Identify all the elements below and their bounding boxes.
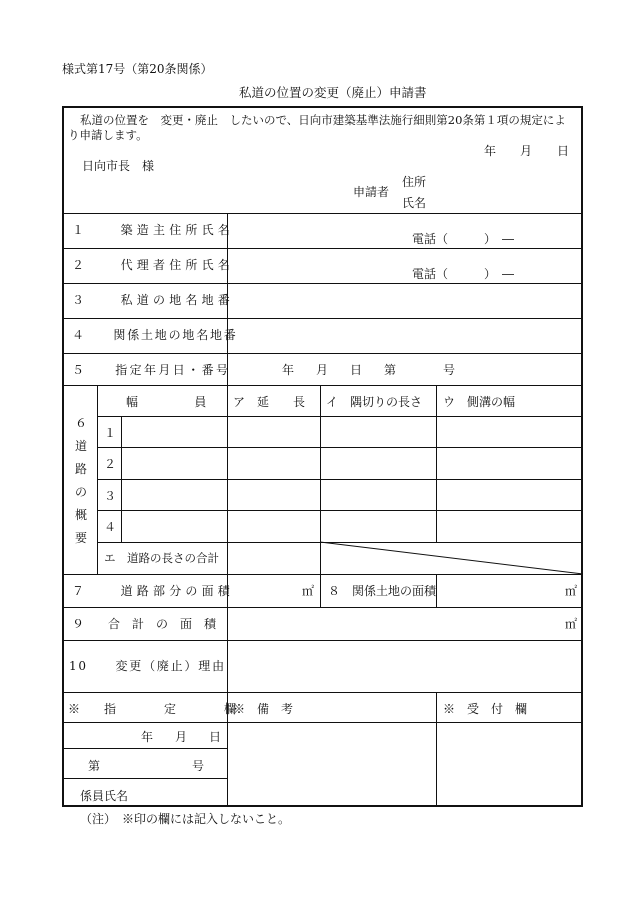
row-divider: [62, 607, 583, 608]
corner-cut-header: イ 隅切りの長さ: [326, 395, 423, 409]
road-sub-row-number: ３: [104, 489, 117, 503]
related-land-area-unit: ㎡: [565, 584, 578, 598]
road-length-total-label: エ 道路の長さの合計: [104, 551, 219, 565]
road-outline-char: 道: [75, 439, 88, 453]
footer-note: （注） ※印の欄には記入しないこと。: [80, 812, 291, 826]
row-divider: [62, 385, 583, 386]
form-title: 私道の位置の変更（廃止）申請書: [239, 85, 427, 100]
row-agent-label: ２ 代理者住所氏名: [72, 258, 235, 272]
agent-phone-label: 電話（ ） ―: [412, 267, 515, 281]
road-outline-char: 要: [75, 531, 88, 545]
designation-office-year: 年: [141, 730, 154, 744]
designation-office-day: 日: [209, 730, 222, 744]
address-label: 住所: [402, 175, 427, 189]
row-road-lot-label: ３ 私道の地名地番: [72, 293, 235, 307]
name-label: 氏名: [402, 196, 427, 210]
intro-line-1: 私道の位置を 変更・廃止 したいので、日向市建築基準法施行細則第20条第１項の規定によ: [80, 113, 566, 127]
road-outline-char: の: [75, 485, 88, 499]
related-land-lot-field[interactable]: [228, 319, 582, 352]
column-divider: [121, 416, 122, 542]
column-divider: [436, 385, 437, 542]
row-divider: [62, 692, 583, 693]
row-related-land-area-label: ８ 関係土地の面積: [328, 584, 437, 598]
row-total-area-label: ９ 合 計 の 面 積: [72, 617, 217, 631]
agent-address-name-field[interactable]: [228, 249, 582, 282]
row-divider: [62, 353, 583, 354]
designation-month: 月: [316, 363, 329, 377]
total-area-unit: ㎡: [565, 617, 578, 631]
date-day: 日: [557, 144, 570, 158]
designation-column-header: ※ 指 定 欄: [68, 702, 237, 716]
change-reason-field[interactable]: [228, 641, 582, 691]
row-builder-label: １ 築造主住所氏名: [72, 223, 235, 237]
road-sub-row-number: ４: [104, 520, 117, 534]
row-divider: [97, 416, 583, 417]
row-designation-date-label: ５ 指定年月日・番号: [72, 363, 231, 377]
intro-line-2: り申請します。: [68, 128, 148, 142]
remarks-column-header: ※ 備 考: [233, 702, 294, 716]
column-divider: [436, 574, 437, 607]
row-divider: [62, 722, 583, 723]
row-divider: [97, 447, 583, 448]
reception-column-header: ※ 受 付 欄: [443, 702, 528, 716]
designation-office-dai: 第: [88, 759, 101, 773]
road-lot-field[interactable]: [228, 284, 582, 317]
column-divider: [320, 385, 321, 607]
designation-office-go: 号: [192, 759, 205, 773]
row-change-reason-label: 10 変更（廃止）理由: [69, 659, 226, 673]
road-sub-row-number: ２: [104, 457, 117, 471]
road-outline-char: 概: [75, 508, 88, 522]
row-divider: [97, 479, 583, 480]
row-divider: [62, 574, 583, 575]
column-divider: [97, 385, 98, 574]
row-divider: [97, 542, 583, 543]
addressee: 日向市長 様: [82, 159, 155, 173]
row-divider: [97, 510, 583, 511]
row-related-land-lot-label: ４ 関係土地の地名地番: [72, 328, 238, 342]
column-divider: [436, 692, 437, 807]
designation-office-month: 月: [175, 730, 188, 744]
builder-address-name-field[interactable]: [228, 214, 582, 247]
row-road-area-label: ７ 道路部分の面積: [72, 584, 235, 598]
date-month: 月: [520, 144, 533, 158]
designation-day: 日: [350, 363, 363, 377]
designation-dai: 第: [384, 363, 397, 377]
row-divider: [62, 778, 227, 779]
applicant-label: 申請者: [353, 185, 390, 199]
road-area-unit: ㎡: [302, 584, 315, 598]
width-header: 幅 員: [126, 395, 218, 409]
staff-name-label: 係員氏名: [80, 789, 129, 803]
road-sub-row-number: １: [104, 426, 117, 440]
date-year: 年: [484, 144, 497, 158]
gutter-width-header: ウ 側溝の幅: [443, 395, 516, 409]
designation-year: 年: [282, 363, 295, 377]
row-divider: [62, 748, 227, 749]
form-number: 様式第17号（第20条関係）: [62, 62, 213, 76]
road-outline-char: 路: [75, 462, 88, 476]
designation-go: 号: [443, 363, 456, 377]
builder-phone-label: 電話（ ） ―: [412, 232, 515, 246]
road-outline-number: ６: [75, 416, 88, 430]
extension-header: ア 延 長: [233, 395, 306, 409]
